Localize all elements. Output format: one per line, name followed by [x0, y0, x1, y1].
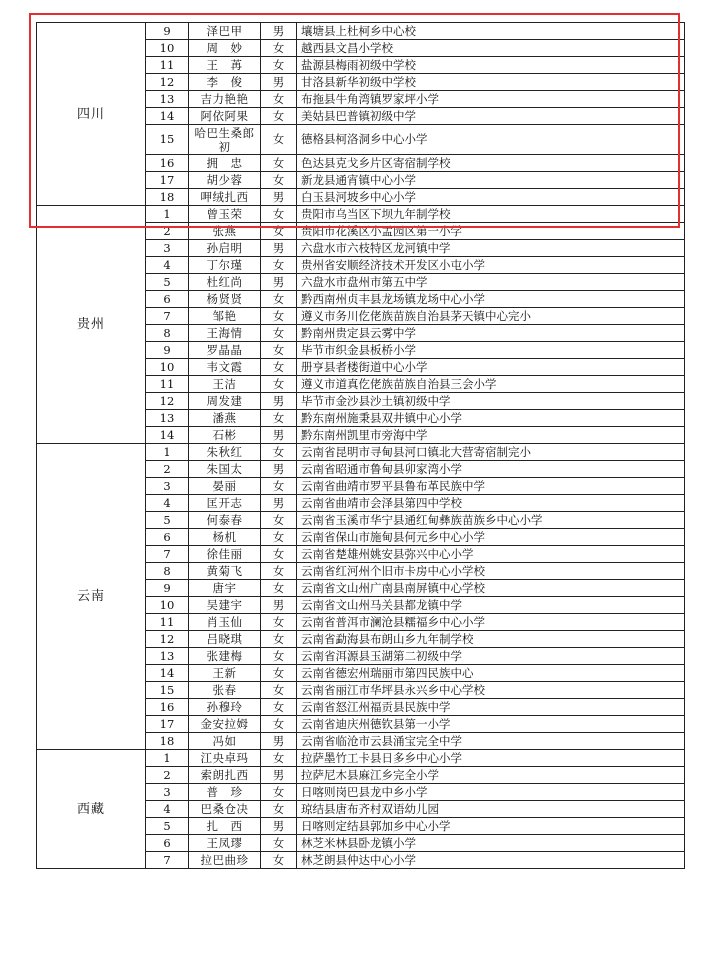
school-cell: 云南省玉溪市华宁县通红甸彝族苗族乡中心小学	[297, 512, 685, 529]
teacher-name-cell: 张燕	[189, 223, 261, 240]
teacher-name-cell: 孙穆玲	[189, 699, 261, 716]
teacher-table-body	[37, 23, 685, 869]
row-number-cell: 13	[146, 410, 189, 427]
school-cell: 林芝米林县卧龙镇小学	[297, 835, 685, 852]
teacher-name-cell: 巴桑仓决	[189, 801, 261, 818]
teacher-name-cell: 吉力艳艳	[189, 91, 261, 108]
teacher-name-cell: 索朗扎西	[189, 767, 261, 784]
school-cell: 云南省迪庆州德钦县第一小学	[297, 716, 685, 733]
row-number-cell: 4	[146, 257, 189, 274]
province-cell: 西藏	[37, 750, 146, 869]
row-number-cell: 15	[146, 125, 189, 155]
row-number-cell: 10	[146, 40, 189, 57]
row-number-cell: 1	[146, 750, 189, 767]
school-cell: 遵义市道真仡佬族苗族自治县三会小学	[297, 376, 685, 393]
row-number-cell: 10	[146, 359, 189, 376]
gender-cell: 女	[261, 410, 297, 427]
gender-cell: 女	[261, 546, 297, 563]
gender-cell: 女	[261, 580, 297, 597]
school-cell: 毕节市金沙县沙土镇初级中学	[297, 393, 685, 410]
teacher-name-cell: 黄菊飞	[189, 563, 261, 580]
school-cell: 六盘水市盘州市第五中学	[297, 274, 685, 291]
school-cell: 日喀则定结县郭加乡中心小学	[297, 818, 685, 835]
row-number-cell: 12	[146, 393, 189, 410]
gender-cell: 女	[261, 359, 297, 376]
school-cell: 拉萨尼木县麻江乡完全小学	[297, 767, 685, 784]
school-cell: 遵义市务川仡佬族苗族自治县茅天镇中心完小	[297, 308, 685, 325]
gender-cell: 女	[261, 257, 297, 274]
gender-cell: 女	[261, 648, 297, 665]
row-number-cell: 1	[146, 206, 189, 223]
gender-cell: 女	[261, 342, 297, 359]
row-number-cell: 3	[146, 240, 189, 257]
school-cell: 越西县文昌小学校	[297, 40, 685, 57]
school-cell: 云南省洱源县玉湖第二初级中学	[297, 648, 685, 665]
school-cell: 云南省昭通市鲁甸县卯家湾小学	[297, 461, 685, 478]
school-cell: 黔南州贵定县云雾中学	[297, 325, 685, 342]
school-cell: 拉萨墨竹工卡县日多乡中心小学	[297, 750, 685, 767]
school-cell: 新龙县通宵镇中心小学	[297, 172, 685, 189]
teacher-name-cell: 杨机	[189, 529, 261, 546]
gender-cell: 女	[261, 801, 297, 818]
row-number-cell: 2	[146, 461, 189, 478]
school-cell: 琼结县唐布齐村双语幼儿园	[297, 801, 685, 818]
table-row	[37, 23, 685, 40]
school-cell: 册亨县者楼街道中心小学	[297, 359, 685, 376]
school-cell: 白玉县河坡乡中心小学	[297, 189, 685, 206]
row-number-cell: 9	[146, 23, 189, 40]
gender-cell: 男	[261, 393, 297, 410]
teacher-name-cell: 徐佳丽	[189, 546, 261, 563]
teacher-name-cell: 王新	[189, 665, 261, 682]
gender-cell: 女	[261, 614, 297, 631]
teacher-name-cell: 王凤璆	[189, 835, 261, 852]
school-cell: 云南省勐海县布朗山乡九年制学校	[297, 631, 685, 648]
school-cell: 云南省临沧市云县涌宝完全中学	[297, 733, 685, 750]
row-number-cell: 6	[146, 529, 189, 546]
row-number-cell: 11	[146, 57, 189, 74]
gender-cell: 男	[261, 495, 297, 512]
school-cell: 云南省怒江州福贡县民族中学	[297, 699, 685, 716]
school-cell: 贵阳市花溪区小孟园区第一小学	[297, 223, 685, 240]
gender-cell: 男	[261, 461, 297, 478]
school-cell: 黔东南州凯里市旁海中学	[297, 427, 685, 444]
teacher-name-cell: 曾玉荣	[189, 206, 261, 223]
teacher-name-cell: 肖玉仙	[189, 614, 261, 631]
teacher-name-cell: 匡开志	[189, 495, 261, 512]
gender-cell: 女	[261, 108, 297, 125]
school-cell: 林芝朗县仲达中心小学	[297, 852, 685, 869]
school-cell: 贵阳市乌当区下坝九年制学校	[297, 206, 685, 223]
teacher-name-cell: 拥 忠	[189, 155, 261, 172]
row-number-cell: 5	[146, 818, 189, 835]
school-cell: 贵州省安顺经济技术开发区小屯小学	[297, 257, 685, 274]
school-cell: 盐源县梅雨初级中学校	[297, 57, 685, 74]
row-number-cell: 14	[146, 665, 189, 682]
school-cell: 云南省楚雄州姚安县弥兴中心小学	[297, 546, 685, 563]
gender-cell: 男	[261, 23, 297, 40]
province-cell: 贵州	[37, 206, 146, 444]
gender-cell: 女	[261, 784, 297, 801]
teacher-name-cell: 王海情	[189, 325, 261, 342]
gender-cell: 女	[261, 665, 297, 682]
row-number-cell: 5	[146, 274, 189, 291]
gender-cell: 女	[261, 852, 297, 869]
teacher-name-cell: 哈巴生桑郎初	[189, 125, 261, 155]
gender-cell: 女	[261, 91, 297, 108]
teacher-name-cell: 吕晓琪	[189, 631, 261, 648]
gender-cell: 男	[261, 427, 297, 444]
school-cell: 云南省曲靖市会泽县第四中学校	[297, 495, 685, 512]
row-number-cell: 6	[146, 835, 189, 852]
row-number-cell: 4	[146, 801, 189, 818]
teacher-name-cell: 韦文霞	[189, 359, 261, 376]
gender-cell: 男	[261, 240, 297, 257]
row-number-cell: 6	[146, 291, 189, 308]
teacher-name-cell: 朱国太	[189, 461, 261, 478]
teacher-list-document	[36, 22, 684, 869]
gender-cell: 女	[261, 308, 297, 325]
gender-cell: 女	[261, 699, 297, 716]
row-number-cell: 12	[146, 74, 189, 91]
teacher-name-cell: 拉巴曲珍	[189, 852, 261, 869]
gender-cell: 女	[261, 835, 297, 852]
teacher-name-cell: 阿依阿果	[189, 108, 261, 125]
school-cell: 黔东南州施秉县双井镇中心小学	[297, 410, 685, 427]
row-number-cell: 11	[146, 376, 189, 393]
teacher-name-cell: 唐宇	[189, 580, 261, 597]
row-number-cell: 2	[146, 767, 189, 784]
school-cell: 黔西南州贞丰县龙场镇龙场中心小学	[297, 291, 685, 308]
school-cell: 壤塘县上杜柯乡中心校	[297, 23, 685, 40]
school-cell: 布拖县牛角湾镇罗家坪小学	[297, 91, 685, 108]
gender-cell: 男	[261, 733, 297, 750]
gender-cell: 女	[261, 750, 297, 767]
table-row	[37, 444, 685, 461]
province-cell: 四川	[37, 23, 146, 206]
school-cell: 云南省普洱市澜沧县糯福乡中心小学	[297, 614, 685, 631]
school-cell: 美姑县巴普镇初级中学	[297, 108, 685, 125]
row-number-cell: 1	[146, 444, 189, 461]
school-cell: 云南省曲靖市罗平县鲁布革民族中学	[297, 478, 685, 495]
gender-cell: 男	[261, 818, 297, 835]
row-number-cell: 8	[146, 325, 189, 342]
teacher-name-cell: 金安拉姆	[189, 716, 261, 733]
row-number-cell: 9	[146, 342, 189, 359]
teacher-table	[36, 22, 685, 869]
gender-cell: 男	[261, 189, 297, 206]
gender-cell: 女	[261, 57, 297, 74]
teacher-name-cell: 呷绒扎西	[189, 189, 261, 206]
row-number-cell: 13	[146, 91, 189, 108]
gender-cell: 男	[261, 274, 297, 291]
school-cell: 云南省丽江市华坪县永兴乡中心学校	[297, 682, 685, 699]
row-number-cell: 14	[146, 427, 189, 444]
teacher-name-cell: 李 俊	[189, 74, 261, 91]
row-number-cell: 12	[146, 631, 189, 648]
row-number-cell: 14	[146, 108, 189, 125]
teacher-name-cell: 邹艳	[189, 308, 261, 325]
row-number-cell: 18	[146, 189, 189, 206]
teacher-name-cell: 周 妙	[189, 40, 261, 57]
row-number-cell: 10	[146, 597, 189, 614]
gender-cell: 女	[261, 563, 297, 580]
teacher-name-cell: 石彬	[189, 427, 261, 444]
teacher-name-cell: 扎 西	[189, 818, 261, 835]
gender-cell: 女	[261, 223, 297, 240]
row-number-cell: 8	[146, 563, 189, 580]
gender-cell: 女	[261, 512, 297, 529]
gender-cell: 女	[261, 325, 297, 342]
gender-cell: 女	[261, 155, 297, 172]
row-number-cell: 4	[146, 495, 189, 512]
gender-cell: 女	[261, 172, 297, 189]
school-cell: 日喀则岗巴县龙中乡小学	[297, 784, 685, 801]
school-cell: 色达县克戈乡片区寄宿制学校	[297, 155, 685, 172]
gender-cell: 男	[261, 74, 297, 91]
gender-cell: 女	[261, 529, 297, 546]
row-number-cell: 18	[146, 733, 189, 750]
teacher-name-cell: 何泰春	[189, 512, 261, 529]
gender-cell: 男	[261, 767, 297, 784]
row-number-cell: 16	[146, 699, 189, 716]
row-number-cell: 17	[146, 716, 189, 733]
teacher-name-cell: 王洁	[189, 376, 261, 393]
row-number-cell: 15	[146, 682, 189, 699]
row-number-cell: 2	[146, 223, 189, 240]
school-cell: 云南省文山州马关县都龙镇中学	[297, 597, 685, 614]
teacher-name-cell: 王 苒	[189, 57, 261, 74]
teacher-name-cell: 丁尔瑾	[189, 257, 261, 274]
teacher-name-cell: 普 珍	[189, 784, 261, 801]
school-cell: 云南省红河州个旧市卡房中心小学校	[297, 563, 685, 580]
teacher-name-cell: 吴建宇	[189, 597, 261, 614]
province-cell: 云南	[37, 444, 146, 750]
row-number-cell: 7	[146, 546, 189, 563]
gender-cell: 女	[261, 376, 297, 393]
school-cell: 甘洛县新华初级中学校	[297, 74, 685, 91]
teacher-name-cell: 冯如	[189, 733, 261, 750]
school-cell: 毕节市织金县板桥小学	[297, 342, 685, 359]
teacher-name-cell: 潘燕	[189, 410, 261, 427]
teacher-name-cell: 朱秋红	[189, 444, 261, 461]
row-number-cell: 13	[146, 648, 189, 665]
row-number-cell: 17	[146, 172, 189, 189]
gender-cell: 女	[261, 716, 297, 733]
school-cell: 德格县柯洛洞乡中心小学	[297, 125, 685, 155]
school-cell: 云南省昆明市寻甸县河口镇北大营寄宿制完小	[297, 444, 685, 461]
teacher-name-cell: 江央卓玛	[189, 750, 261, 767]
school-cell: 云南省文山州广南县南屏镇中心学校	[297, 580, 685, 597]
table-row	[37, 206, 685, 223]
school-cell: 云南省保山市施甸县何元乡中心小学	[297, 529, 685, 546]
row-number-cell: 5	[146, 512, 189, 529]
gender-cell: 女	[261, 631, 297, 648]
row-number-cell: 3	[146, 478, 189, 495]
teacher-name-cell: 罗晶晶	[189, 342, 261, 359]
teacher-name-cell: 杨贤贤	[189, 291, 261, 308]
gender-cell: 女	[261, 125, 297, 155]
gender-cell: 女	[261, 40, 297, 57]
teacher-name-cell: 晏丽	[189, 478, 261, 495]
teacher-name-cell: 泽巴甲	[189, 23, 261, 40]
row-number-cell: 11	[146, 614, 189, 631]
row-number-cell: 9	[146, 580, 189, 597]
school-cell: 云南省德宏州瑞丽市第四民族中心	[297, 665, 685, 682]
gender-cell: 女	[261, 478, 297, 495]
row-number-cell: 7	[146, 852, 189, 869]
gender-cell: 女	[261, 682, 297, 699]
row-number-cell: 16	[146, 155, 189, 172]
row-number-cell: 7	[146, 308, 189, 325]
teacher-name-cell: 孙启明	[189, 240, 261, 257]
teacher-name-cell: 周发建	[189, 393, 261, 410]
table-row	[37, 750, 685, 767]
teacher-name-cell: 张春	[189, 682, 261, 699]
gender-cell: 女	[261, 206, 297, 223]
row-number-cell: 3	[146, 784, 189, 801]
gender-cell: 男	[261, 597, 297, 614]
teacher-name-cell: 杜红尚	[189, 274, 261, 291]
teacher-name-cell: 张建梅	[189, 648, 261, 665]
gender-cell: 女	[261, 444, 297, 461]
school-cell: 六盘水市六枝特区龙河镇中学	[297, 240, 685, 257]
gender-cell: 女	[261, 291, 297, 308]
teacher-name-cell: 胡少蓉	[189, 172, 261, 189]
